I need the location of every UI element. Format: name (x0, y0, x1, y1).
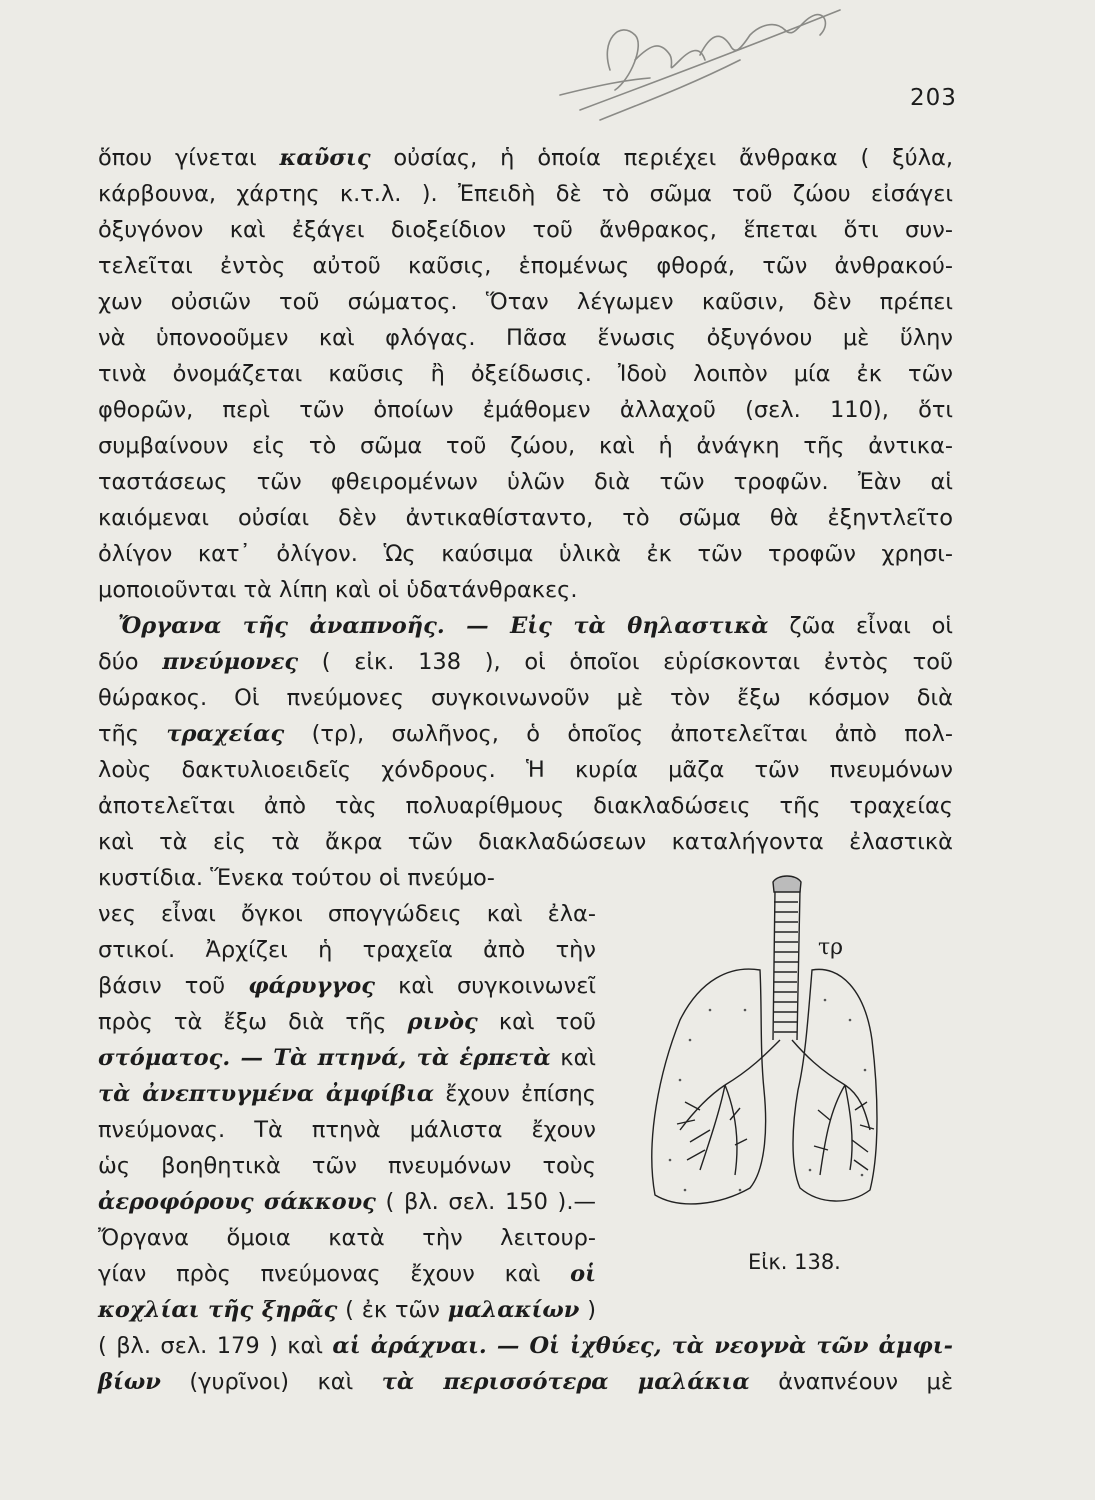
text-line (98, 1112, 596, 1148)
text-line (98, 752, 953, 788)
text-run: νὰ ὑπονοοῦμεν καὶ φλόγας. Πᾶσα ἕνωσις ὀξυγόνου μὲ ὕλην (98, 325, 953, 351)
text-line (98, 140, 953, 176)
text-run: μοποιοῦνται τὰ λίπη καὶ οἱ ὑδατάνθρακες. (98, 577, 578, 603)
text-run: τινὰ ὀνομάζεται καῦσις ἢ ὀξείδωσις. Ἰδοὺ λοιπὸν μία ἐκ τῶν (98, 361, 953, 387)
emphasis-term: ρινὸς (407, 1009, 478, 1035)
text-line (98, 1004, 596, 1040)
text-line (98, 1076, 596, 1112)
text-run: χων οὐσιῶν τοῦ σώματος. Ὅταν λέγωμεν καῦσιν, δὲν πρέπει (98, 289, 953, 315)
text-run: ζῶα εἶναι οἱ (768, 613, 953, 639)
text-line (98, 1148, 596, 1184)
text-line (98, 320, 953, 356)
text-run: ( βλ. σελ. 179 ) καὶ (98, 1333, 333, 1359)
text-run: ὀλίγον κατ᾽ ὀλίγον. Ὡς καύσιμα ὑλικὰ ἐκ τῶν τροφῶν χρησι- (98, 541, 953, 567)
emphasis-term: βίων (98, 1369, 161, 1395)
text-line (98, 1184, 596, 1220)
text-run: ἀναπνέουν μὲ (749, 1369, 953, 1395)
text-line (98, 1292, 596, 1328)
text-run: καιόμεναι οὐσίαι δὲν ἀντικαθίσταντο, τὸ σῶμα θὰ ἐξηντλεῖτο (98, 505, 953, 531)
text-run: κάρβουνα, χάρτης κ.τ.λ. ). Ἐπειδὴ δὲ τὸ σῶμα τοῦ ζώου εἰσάγει (98, 181, 953, 207)
emphasis-term: κοχλίαι τῆς ξηρᾶς (98, 1297, 338, 1323)
text-line (98, 392, 953, 428)
text-line (98, 1220, 596, 1256)
emphasis-term: οἱ (570, 1261, 596, 1287)
text-run: θώρακος. Οἱ πνεύμονες συγκοινωνοῦν μὲ τὸν ἔξω κόσμον διὰ (98, 685, 953, 711)
text-line (98, 644, 953, 680)
text-line (98, 716, 953, 752)
text-run: ταστάσεως τῶν φθειρομένων ὑλῶν διὰ τῶν τροφῶν. Ἐὰν αἱ (98, 469, 953, 495)
text-run: ( ἐκ τῶν (337, 1297, 448, 1323)
text-line (98, 932, 596, 968)
text-line (98, 464, 953, 500)
text-run: καὶ (550, 1045, 597, 1071)
text-line (98, 248, 953, 284)
text-run: ὅπου γίνεται (98, 145, 280, 171)
text-line (98, 428, 953, 464)
text-line (98, 860, 596, 896)
text-line (98, 1256, 596, 1292)
text-line (98, 536, 953, 572)
emphasis-term: τὰ περισσότερα μαλάκια (381, 1369, 750, 1395)
text-run: ὀξυγόνον καὶ ἐξάγει διοξείδιον τοῦ ἄνθρακος, ἕπεται ὅτι συν- (98, 217, 953, 243)
text-line (98, 572, 578, 608)
emphasis-term: καῦσις (279, 145, 371, 171)
text-run: καὶ συγκοινωνεῖ (374, 973, 596, 999)
text-run: Ὄργανα ὅμοια κατὰ τὴν λειτουρ- (98, 1225, 596, 1251)
emphasis-term: Ὄργανα τῆς ἀναπνοῆς. — Εἰς τὰ θηλαστικὰ (118, 613, 769, 639)
text-run: ὡς βοηθητικὰ τῶν πνευμόνων τοὺς (98, 1153, 596, 1179)
page-number: 203 (910, 85, 957, 111)
text-line (98, 500, 953, 536)
text-run: οὐσίας, ἡ ὁποία περιέχει ἄνθρακα ( ξύλα, (370, 145, 953, 171)
emphasis-term: πνεύμονες (162, 649, 299, 675)
text-line (98, 212, 953, 248)
text-run: τελεῖται ἐντὸς αὐτοῦ καῦσις, ἑπομένως φθορά, τῶν ἀνθρακού- (98, 253, 953, 279)
handwritten-signature (540, 0, 860, 150)
text-run: (γυρῖνοι) καὶ (160, 1369, 382, 1395)
text-line (98, 176, 953, 212)
text-run: πνεύμονας. Τὰ πτηνὰ μάλιστα ἔχουν (98, 1117, 596, 1143)
text-run: ( εἰκ. 138 ), οἱ ὁποῖοι εὑρίσκονται ἐντὸς τοῦ (298, 649, 953, 675)
text-line (98, 1364, 953, 1400)
text-line (98, 896, 596, 932)
text-line (98, 284, 953, 320)
text-line (98, 824, 953, 860)
lungs-illustration (640, 870, 880, 1230)
text-run: γίαν πρὸς πνεύμονας ἔχουν καὶ (98, 1261, 571, 1287)
text-run: λοὺς δακτυλιοειδεῖς χόνδρους. Ἡ κυρία μᾶζα τῶν πνευμόνων (98, 757, 953, 783)
text-run: ἔχουν ἐπίσης (434, 1081, 596, 1107)
text-run: συμβαίνουν εἰς τὸ σῶμα τοῦ ζώου, καὶ ἡ ἀνάγκη τῆς ἀντικα- (98, 433, 953, 459)
text-line (118, 608, 953, 644)
emphasis-term: μαλακίων (447, 1297, 580, 1323)
text-line (98, 356, 953, 392)
text-run: δύο (98, 649, 163, 675)
emphasis-term: στόματος. — Τὰ πτηνά, τὰ ἑρπετὰ (98, 1045, 551, 1071)
text-run: βάσιν τοῦ (98, 973, 249, 999)
text-run: ( βλ. σελ. 150 ).— (375, 1189, 596, 1215)
trachea-label: τρ (818, 935, 844, 960)
figure-caption: Εἰκ. 138. (748, 1250, 841, 1274)
text-run: κυστίδια. Ἕνεκα τούτου οἱ πνεύμο- (98, 865, 495, 891)
text-line (98, 1040, 596, 1076)
emphasis-term: ἀεροφόρους σάκκους (98, 1189, 376, 1215)
text-line (98, 788, 953, 824)
text-run: ἀποτελεῖται ἀπὸ τὰς πολυαρίθμους διακλαδώσεις τῆς τραχείας (98, 793, 953, 819)
text-line (98, 968, 596, 1004)
text-run: τῆς (98, 721, 167, 747)
emphasis-term: αἱ ἀράχναι. — Οἱ ἰχθύες, τὰ νεογνὰ τῶν ἀμφι- (332, 1333, 953, 1359)
emphasis-term: φάρυγγος (248, 973, 375, 999)
text-line (98, 1328, 953, 1364)
emphasis-term: τραχείας (166, 721, 285, 747)
emphasis-term: τὰ ἀνεπτυγμένα ἀμφίβια (98, 1081, 435, 1107)
text-run: (τρ), σωλῆνος, ὁ ὁποῖος ἀποτελεῖται ἀπὸ πολ- (284, 721, 953, 747)
text-run: ) (579, 1297, 597, 1323)
text-run: φθορῶν, περὶ τῶν ὁποίων ἐμάθομεν ἀλλαχοῦ (σελ. 110), ὅτι (98, 397, 953, 423)
text-run: στικοί. Ἀρχίζει ἡ τραχεῖα ἀπὸ τὴν (98, 937, 596, 963)
text-run: καὶ τοῦ (477, 1009, 596, 1035)
text-run: νες εἶναι ὄγκοι σπογγώδεις καὶ ἐλα- (98, 901, 596, 927)
text-line (98, 680, 953, 716)
text-run: καὶ τὰ εἰς τὰ ἄκρα τῶν διακλαδώσεων καταλήγοντα ἐλαστικὰ (98, 829, 953, 855)
text-run: πρὸς τὰ ἔξω διὰ τῆς (98, 1009, 408, 1035)
